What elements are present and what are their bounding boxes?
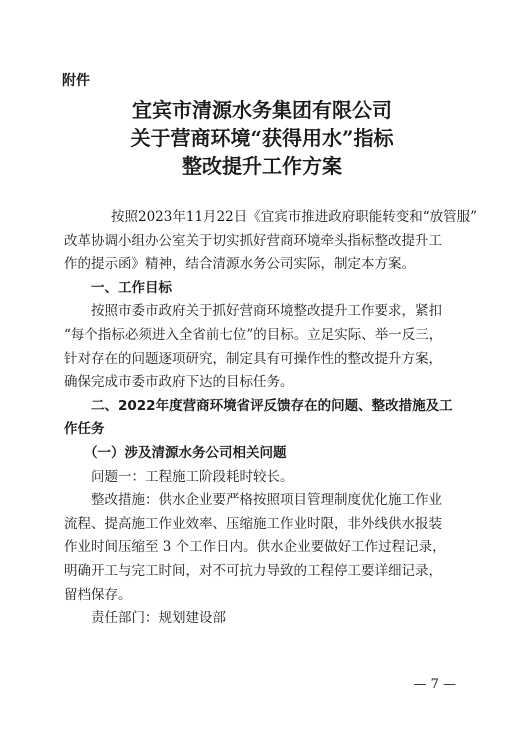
document-body [64, 206, 478, 631]
section-2-heading-line-2: 作任务 [64, 421, 105, 438]
responsible-department: 责任部门：规划建设部 [91, 610, 226, 627]
section-2-subheading: （一）涉及清源水务公司相关问题 [84, 444, 287, 461]
measure-line-2: 流程、提高施工作业效率、压缩施工作业时限，非外线供水报装 [64, 515, 442, 532]
problem-1: 问题一：工程施工阶段耗时较长。 [91, 468, 294, 485]
section-1-heading: 一、工作目标 [91, 279, 172, 296]
page-number: — 7 — [413, 677, 456, 692]
document-title [40, 96, 484, 180]
intro-line-2: 改革协调小组办公室关于切实抓好营商环境牵头指标整改提升工 [64, 232, 442, 249]
section-1-line-4: 确保完成市委市政府下达的目标任务。 [64, 374, 294, 391]
attachment-label: 附件 [62, 73, 90, 89]
measure-line-5: 留档保存。 [64, 586, 132, 603]
measure-line-1: 整改措施：供水企业要严格按照项目管理制度优化施工作业 [91, 492, 442, 509]
section-1-line-2: “每个指标必须进入全省前七位”的目标。立足实际、举一反三， [64, 326, 443, 343]
measure-line-3: 作业时间压缩至 3 个工作日内。供水企业要做好工作过程记录， [64, 539, 446, 556]
section-1-line-3: 针对存在的问题逐项研究，制定具有可操作性的整改提升方案， [64, 350, 442, 367]
intro-line-3: 作的提示函》精神，结合清源水务公司实际，制定本方案。 [64, 256, 415, 273]
intro-line-1: 按照2023年11月22日《宜宾市推进政府职能转变和“放管服” [111, 209, 478, 225]
section-1-line-1: 按照市委市政府关于抓好营商环境整改提升工作要求，紧扣 [91, 303, 442, 320]
section-2-heading-line-1: 二、2022年度营商环境省评反馈存在的问题、整改措施及工 [91, 397, 453, 414]
measure-line-4: 明确开工与完工时间，对不可抗力导致的工程停工要详细记录， [64, 562, 442, 579]
title-line-2: 关于营商环境“获得用水”指标 [130, 126, 394, 150]
title-line-3: 整改提升工作方案 [182, 154, 342, 178]
title-line-1: 宜宾市清源水务集团有限公司 [132, 98, 392, 122]
